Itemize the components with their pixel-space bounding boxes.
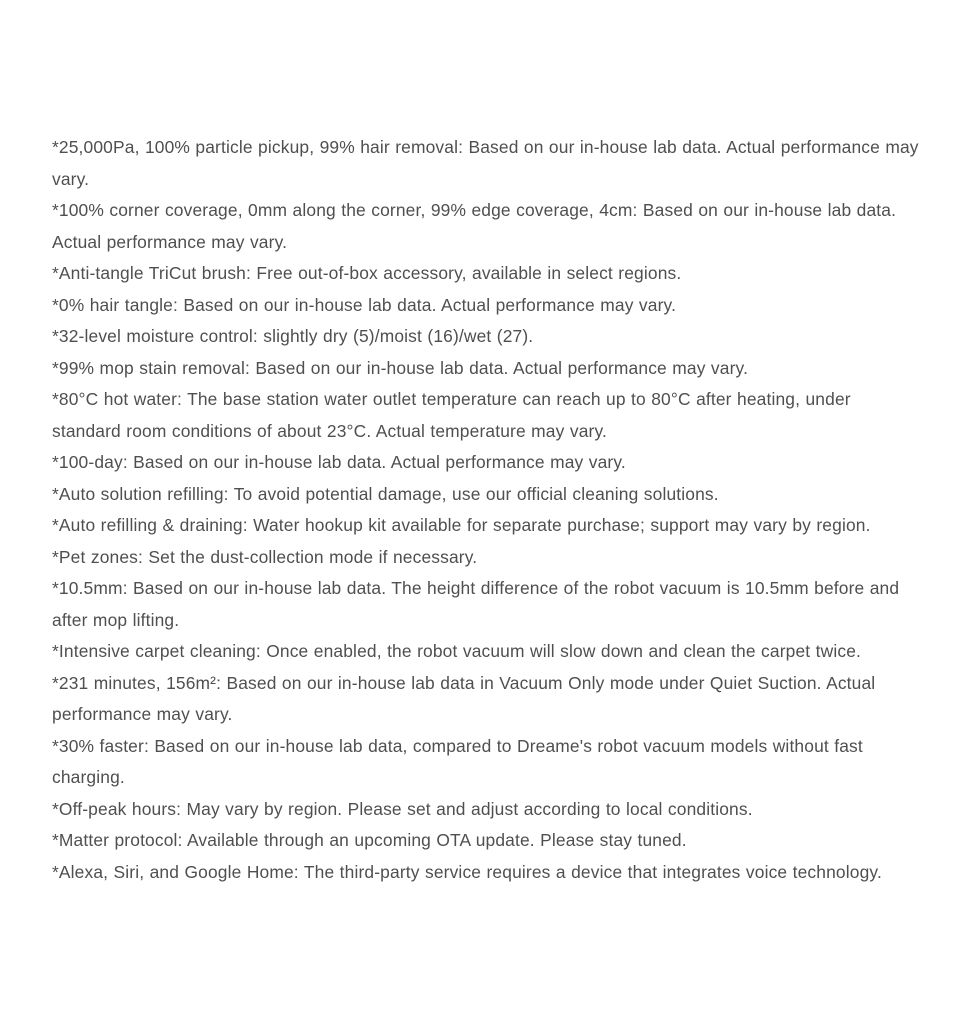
footnote-item: *Alexa, Siri, and Google Home: The third-party service requires a device that integrates voice technology.: [52, 861, 882, 882]
footnote-item: *231 minutes, 156m²: Based on our in-house lab data in Vacuum Only mode under Quiet Suction. Actual performance may vary.: [52, 672, 876, 724]
footnote-item: *Anti-tangle TriCut brush: Free out-of-box accessory, available in select regions.: [52, 263, 682, 283]
footnote-item: *99% mop stain removal: Based on our in-house lab data. Actual performance may vary.: [52, 357, 749, 378]
footnote-item: *100% corner coverage, 0mm along the corner, 99% edge coverage, 4cm: Based on our in-house lab data. Actual performance may vary.: [52, 200, 897, 252]
footnote-item: *10.5mm: Based on our in-house lab data. The height difference of the robot vacuum is 10.5mm before and after mop lifting.: [52, 578, 900, 630]
footnote-item: *Intensive carpet cleaning: Once enabled, the robot vacuum will slow down and clean the carpet twice.: [52, 641, 862, 661]
footnote-item: *Auto solution refilling: To avoid potential damage, use our official cleaning solutions.: [52, 483, 719, 504]
footnote-item: *100-day: Based on our in-house lab data. Actual performance may vary.: [52, 452, 626, 472]
footnote-list: [52, 132, 924, 888]
footnote-item: *32-level moisture control: slightly dry (5)/moist (16)/wet (27).: [52, 326, 534, 346]
footnote-item: *Auto refilling & draining: Water hookup kit available for separate purchase; support may vary by region.: [52, 515, 871, 535]
footnote-item: *0% hair tangle: Based on our in-house lab data. Actual performance may vary.: [52, 294, 677, 315]
footnote-item: *Pet zones: Set the dust-collection mode if necessary.: [52, 546, 478, 567]
footnote-item: *Matter protocol: Available through an upcoming OTA update. Please stay tuned.: [52, 830, 687, 850]
footnote-item: *Off-peak hours: May vary by region. Please set and adjust according to local conditions.: [52, 798, 753, 819]
footnote-item: *80°C hot water: The base station water outlet temperature can reach up to 80°C after heating, under standard room conditions of about 23°C. Actual temperature may vary.: [52, 389, 851, 441]
footnote-item: *25,000Pa, 100% particle pickup, 99% hair removal: Based on our in-house lab data. Actual performance may vary.: [52, 137, 919, 189]
footnote-item: *30% faster: Based on our in-house lab data, compared to Dreame's robot vacuum models without fast charging.: [52, 735, 863, 787]
